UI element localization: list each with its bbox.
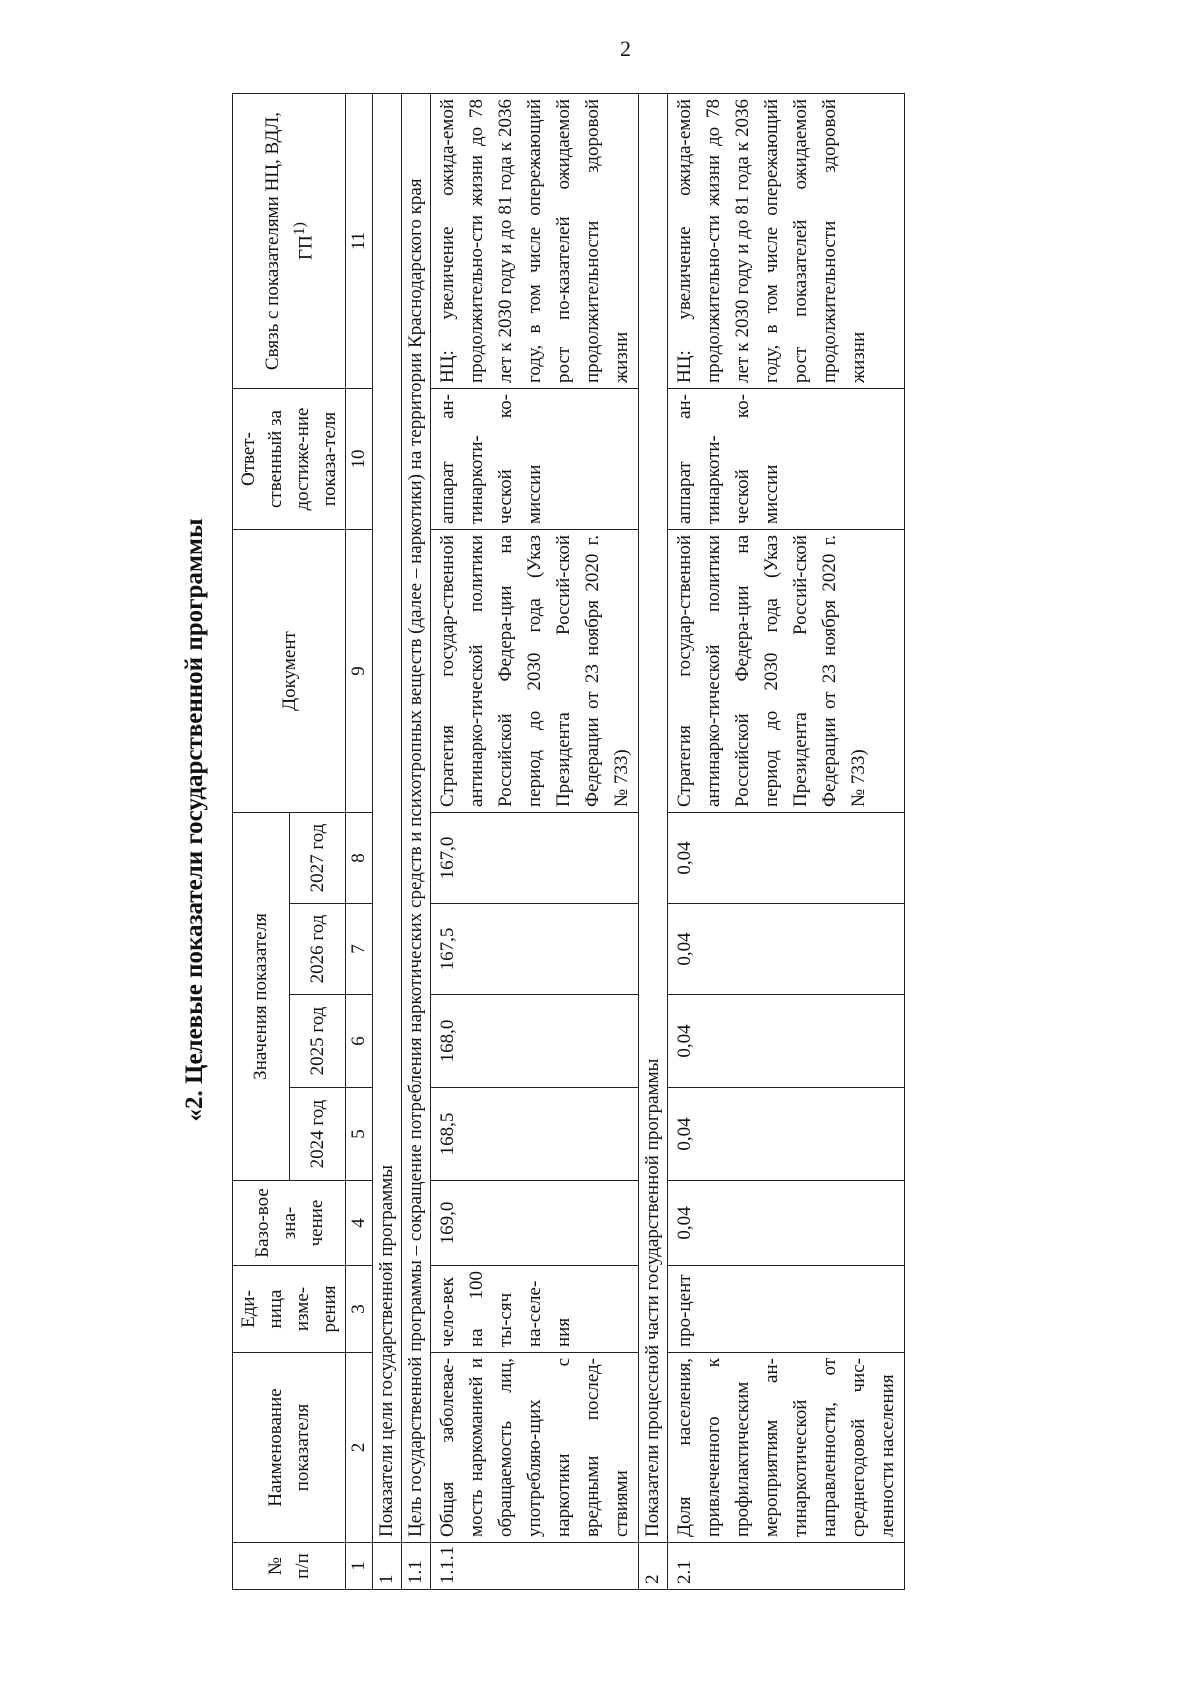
- section-row-program-goal: [402, 94, 431, 1590]
- footnote-mark: 1): [290, 222, 308, 236]
- section-number: 2: [639, 1543, 668, 1590]
- indicators-table: [232, 93, 905, 1590]
- header-base: Базо-вое зна-чение: [233, 1181, 346, 1266]
- value-2025: 168,0: [431, 995, 639, 1088]
- column-number: 1: [346, 1543, 373, 1590]
- column-number: 4: [346, 1181, 373, 1266]
- document-reference: Стратегия государ-ственной антинарко-тической политики Российской Федера-ции на период до 2030 года (Указ Президента Россий-ской Федерации от 23 ноября 2020 г. № 733): [431, 530, 639, 813]
- header-link: [233, 94, 346, 389]
- indicator-name: Общая заболевае-мость наркоманией и обращаемость лиц, употребляю-щих наркотики с вредными послед-ствиями: [431, 1353, 639, 1543]
- page-number: 2: [620, 36, 631, 61]
- column-number: 5: [346, 1088, 373, 1181]
- base-value: 0,04: [668, 1181, 905, 1266]
- table-row: [668, 94, 905, 1590]
- header-document: Документ: [233, 530, 346, 813]
- responsible-body: аппарат ан-тинаркоти-ческой ко-миссии: [431, 389, 639, 530]
- column-number: 3: [346, 1266, 373, 1353]
- table-header-row: [233, 94, 290, 1590]
- value-2027: 0,04: [668, 813, 905, 904]
- column-number: 9: [346, 530, 373, 813]
- header-unit: Еди-ница изме-рения: [233, 1266, 346, 1353]
- header-year-2024: 2024 год: [289, 1088, 346, 1181]
- section-row-process-indicators: [639, 94, 668, 1590]
- column-number: 7: [346, 904, 373, 995]
- national-goal-link: НЦ: увеличение ожида-емой продолжительно-сти жизни до 78 лет к 2030 году и до 81 года к 2036 году, в том числе опережающий рост по-казателей ожидаемой продолжительности здоровой жизни: [431, 94, 639, 389]
- header-link-text: Связь с показателями НЦ, ВДЛ, ГП: [261, 111, 317, 371]
- value-2026: 0,04: [668, 904, 905, 995]
- section-number: 1.1: [402, 1543, 431, 1590]
- section-title: Показатели цели государственной программы: [373, 94, 402, 1543]
- section-title: Показатели процессной части государственной программы: [639, 94, 668, 1543]
- rotated-page-content: [175, 40, 1075, 1600]
- header-responsible: Ответ-ственный за достиже-ние показа-теля: [233, 389, 346, 530]
- row-number: 2.1: [668, 1543, 905, 1590]
- indicator-unit: чело-век на 100 ты-сяч на-селе-ния: [431, 1266, 639, 1353]
- header-num: № п/п: [233, 1543, 346, 1590]
- column-number: 2: [346, 1353, 373, 1543]
- header-values-group: Значения показателя: [233, 813, 290, 1181]
- indicator-name: Доля населения, привлеченного к профилактическим мероприятиям ан-тинаркотической направленности, от среднегодовой чис-ленности населения: [668, 1353, 905, 1543]
- value-2025: 0,04: [668, 995, 905, 1088]
- column-number: 11: [346, 94, 373, 389]
- column-numbers-row: [346, 94, 373, 1590]
- indicator-unit: про-цент: [668, 1266, 905, 1353]
- column-number: 8: [346, 813, 373, 904]
- header-year-2026: 2026 год: [289, 904, 346, 995]
- national-goal-link: НЦ: увеличение ожида-емой продолжительно-сти жизни до 78 лет к 2030 году и до 81 года к 2036 году, в том числе опережающий рост показателей ожидаемой продолжительности здоровой жизни: [668, 94, 905, 389]
- value-2024: 168,5: [431, 1088, 639, 1181]
- value-2024: 0,04: [668, 1088, 905, 1181]
- column-number: 10: [346, 389, 373, 530]
- column-number: 6: [346, 995, 373, 1088]
- document-title: «2. Целевые показатели государственной программы: [181, 518, 208, 1122]
- table-row: [431, 94, 639, 1590]
- section-number: 1: [373, 1543, 402, 1590]
- header-name: Наименование показателя: [233, 1353, 346, 1543]
- section-title: Цель государственной программы – сокращение потребления наркотических средств и психотропных веществ (далее – наркотики) на территории Краснодарского края: [402, 94, 431, 1543]
- value-2027: 167,0: [431, 813, 639, 904]
- row-number: 1.1.1: [431, 1543, 639, 1590]
- value-2026: 167,5: [431, 904, 639, 995]
- header-year-2025: 2025 год: [289, 995, 346, 1088]
- section-row-goal-indicators: [373, 94, 402, 1590]
- base-value: 169,0: [431, 1181, 639, 1266]
- document-reference: Стратегия государ-ственной антинарко-тической политики Российской Федера-ции на период до 2030 года (Указ Президента Россий-ской Федерации от 23 ноября 2020 г. № 733): [668, 530, 905, 813]
- responsible-body: аппарат ан-тинаркоти-ческой ко-миссии: [668, 389, 905, 530]
- header-year-2027: 2027 год: [289, 813, 346, 904]
